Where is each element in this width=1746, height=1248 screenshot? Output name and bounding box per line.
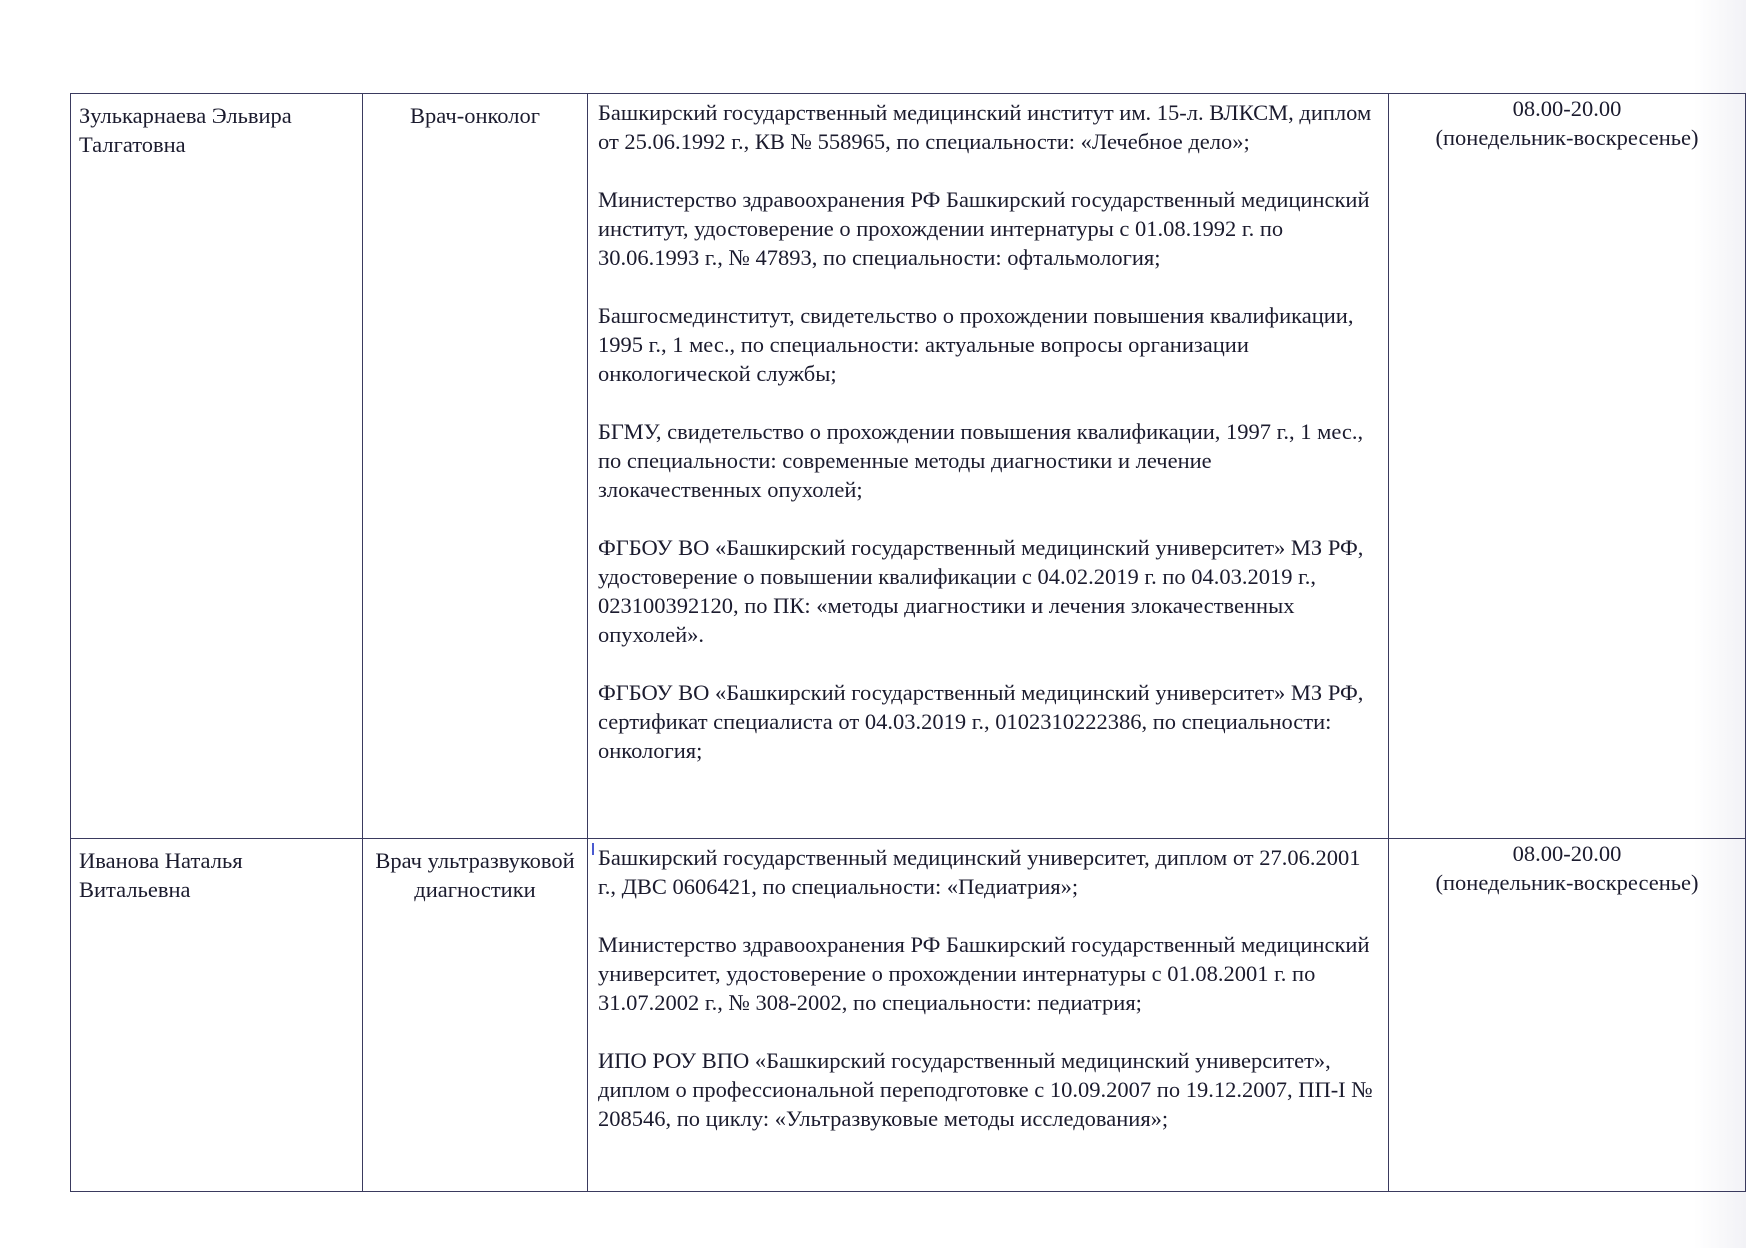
- staff-position: Врач-онколог: [410, 103, 540, 128]
- working-hours: [1389, 94, 1745, 152]
- education-list: [588, 839, 1388, 1133]
- position-cell: [363, 94, 588, 839]
- hours-days: (понедельник-воскресенье): [1435, 125, 1699, 150]
- education-entry: БГМУ, свидетельство о прохождении повышения квалификации, 1997 г., 1 мес., по специальности: современные методы диагностики и лечение злокачественных опухолей;: [598, 419, 1364, 502]
- staff-name: Зулькарнаева Эльвира Талгатовна: [79, 103, 292, 157]
- education-cell: [588, 94, 1389, 839]
- hours-time: 08.00-20.00: [1512, 841, 1622, 866]
- hours-cell: [1389, 839, 1746, 1192]
- education-entry: Министерство здравоохранения РФ Башкирский государственный медицинский университет, удостоверение о прохождении интернатуры с 01.08.2001 г. по 31.07.2002 г., № 308-2002, по специальности: педиатрия;: [598, 932, 1370, 1015]
- hours-cell: [1389, 94, 1746, 839]
- staff-table: [70, 93, 1746, 1192]
- education-entry: Башкирский государственный медицинский институт им. 15-л. ВЛКСМ, диплом от 25.06.1992 г., КВ № 558965, по специальности: «Лечебное дело»;: [598, 100, 1372, 154]
- position-cell: [363, 839, 588, 1192]
- hours-time: 08.00-20.00: [1512, 96, 1622, 121]
- pen-mark: [592, 843, 594, 855]
- hours-days: (понедельник-воскресенье): [1435, 870, 1699, 895]
- staff-position: Врач ультразвуковой диагностики: [375, 848, 575, 902]
- education-entry: Башкирский государственный медицинский университет, диплом от 27.06.2001 г., ДВС 0606421, по специальности: «Педиатрия»;: [598, 845, 1361, 899]
- staff-name: Иванова Наталья Витальевна: [79, 848, 243, 902]
- table-row: [71, 94, 1746, 839]
- name-cell: [71, 94, 363, 839]
- table-row: [71, 839, 1746, 1192]
- education-entry: ФГБОУ ВО «Башкирский государственный медицинский университет» МЗ РФ, удостоверение о повышении квалификации с 04.02.2019 г. по 04.03.2019 г., 023100392120, по ПК: «методы диагностики и лечения злокачественных опухолей».: [598, 535, 1364, 647]
- education-entry: ИПО РОУ ВПО «Башкирский государственный медицинский университет», диплом о профессиональной переподготовке с 10.09.2007 по 19.12.2007, ПП-I № 208546, по циклу: «Ультразвуковые методы исследования»;: [598, 1048, 1373, 1131]
- working-hours: [1389, 839, 1745, 897]
- name-cell: [71, 839, 363, 1192]
- education-cell: [588, 839, 1389, 1192]
- education-entry: Министерство здравоохранения РФ Башкирский государственный медицинский институт, удостоверение о прохождении интернатуры с 01.08.1992 г. по 30.06.1993 г., № 47893, по специальности: офтальмология;: [598, 187, 1370, 270]
- education-entry: ФГБОУ ВО «Башкирский государственный медицинский университет» МЗ РФ, сертификат специалиста от 04.03.2019 г., 0102310222386, по специальности: онкология;: [598, 680, 1364, 763]
- education-list: [588, 94, 1388, 765]
- education-entry: Башгосмединститут, свидетельство о прохождении повышения квалификации, 1995 г., 1 мес., по специальности: актуальные вопросы организации онкологической службы;: [598, 303, 1354, 386]
